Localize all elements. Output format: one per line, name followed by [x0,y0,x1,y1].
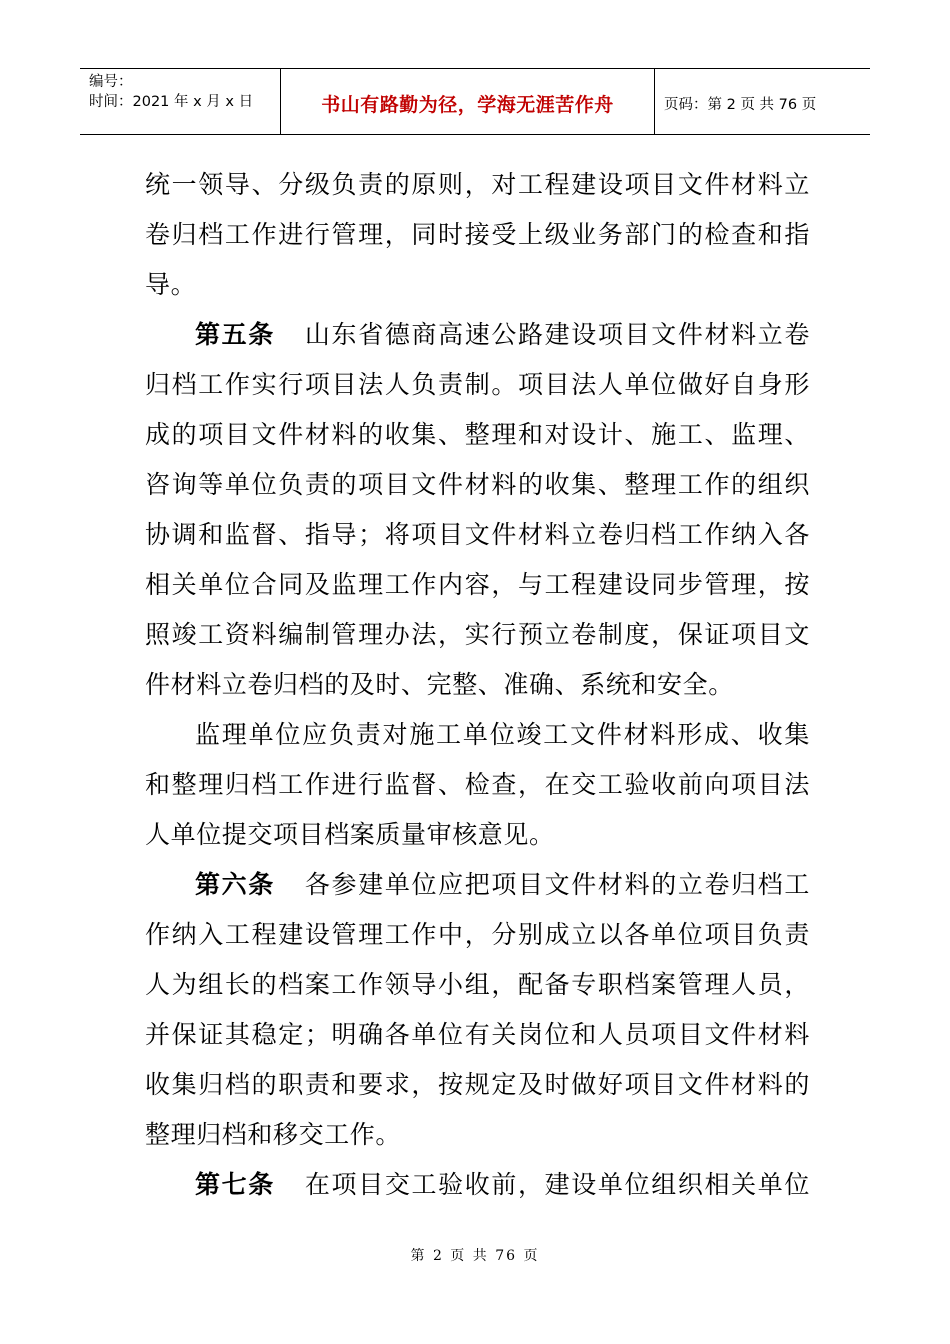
time-label: 时间：2021 年 x 月 x 日 [89,94,254,110]
body-line-text: 各参建单位应把项目文件材料的立卷归档工 [304,870,810,899]
body-line: 归档工作实行项目法人负责制。项目法人单位做好自身形 [145,370,810,399]
body-line: 作纳入工程建设管理工作中，分别成立以各单位项目负责 [145,920,810,949]
body-line: 并保证其稳定；明确各单位有关岗位和人员项目文件材料 [145,1020,810,1049]
body-line: 成的项目文件材料的收集、整理和对设计、施工、监理、 [145,420,810,449]
article-6-first-line [145,860,810,910]
document-header [80,68,870,135]
body-line: 人为组长的档案工作领导小组，配备专职档案管理人员， [145,970,810,999]
article-heading: 第七条 [195,1170,275,1199]
body-line-text: 山东省德商高速公路建设项目文件材料立卷 [304,320,810,349]
body-line: 导。 [145,270,197,299]
body-line: 件材料立卷归档的及时、完整、准确、系统和安全。 [145,670,734,699]
code-label: 编号： [89,74,133,90]
body-line-text: 在项目交工验收前，建设单位组织相关单位 [304,1170,810,1199]
body-line: 统一领导、分级负责的原则，对工程建设项目文件材料立 [145,170,810,199]
body-line: 相关单位合同及监理工作内容，与工程建设同步管理，按 [145,570,810,599]
article-heading: 第六条 [195,870,275,899]
motto-text: 书山有路勤为径，学海无涯苦作舟 [321,94,614,116]
page-footer: 第 2 页 共 76 页 [410,1248,540,1264]
header-meta-cell [80,69,281,134]
body-line: 整理归档和移交工作。 [145,1120,402,1149]
body-line: 监理单位应负责对施工单位竣工文件材料形成、收集 [195,720,810,749]
document-body [145,160,810,1210]
header-page-cell [655,69,870,134]
article-heading: 第五条 [195,320,275,349]
body-line: 和整理归档工作进行监督、检查，在交工验收前向项目法 [145,770,810,799]
page-info: 页码：第 2 页 共 76 页 [664,96,817,113]
body-line: 卷归档工作进行管理，同时接受上级业务部门的检查和指 [145,220,810,249]
article-5-first-line [145,310,810,360]
body-line: 人单位提交项目档案质量审核意见。 [145,820,555,849]
article-7-first-line [145,1160,810,1210]
body-line: 协调和监督、指导；将项目文件材料立卷归档工作纳入各 [145,520,810,549]
body-line: 收集归档的职责和要求，按规定及时做好项目文件材料的 [145,1070,810,1099]
header-motto-cell [281,69,655,134]
body-line: 咨询等单位负责的项目文件材料的收集、整理工作的组织 [145,470,810,499]
body-line: 照竣工资料编制管理办法，实行预立卷制度，保证项目文 [145,620,810,649]
